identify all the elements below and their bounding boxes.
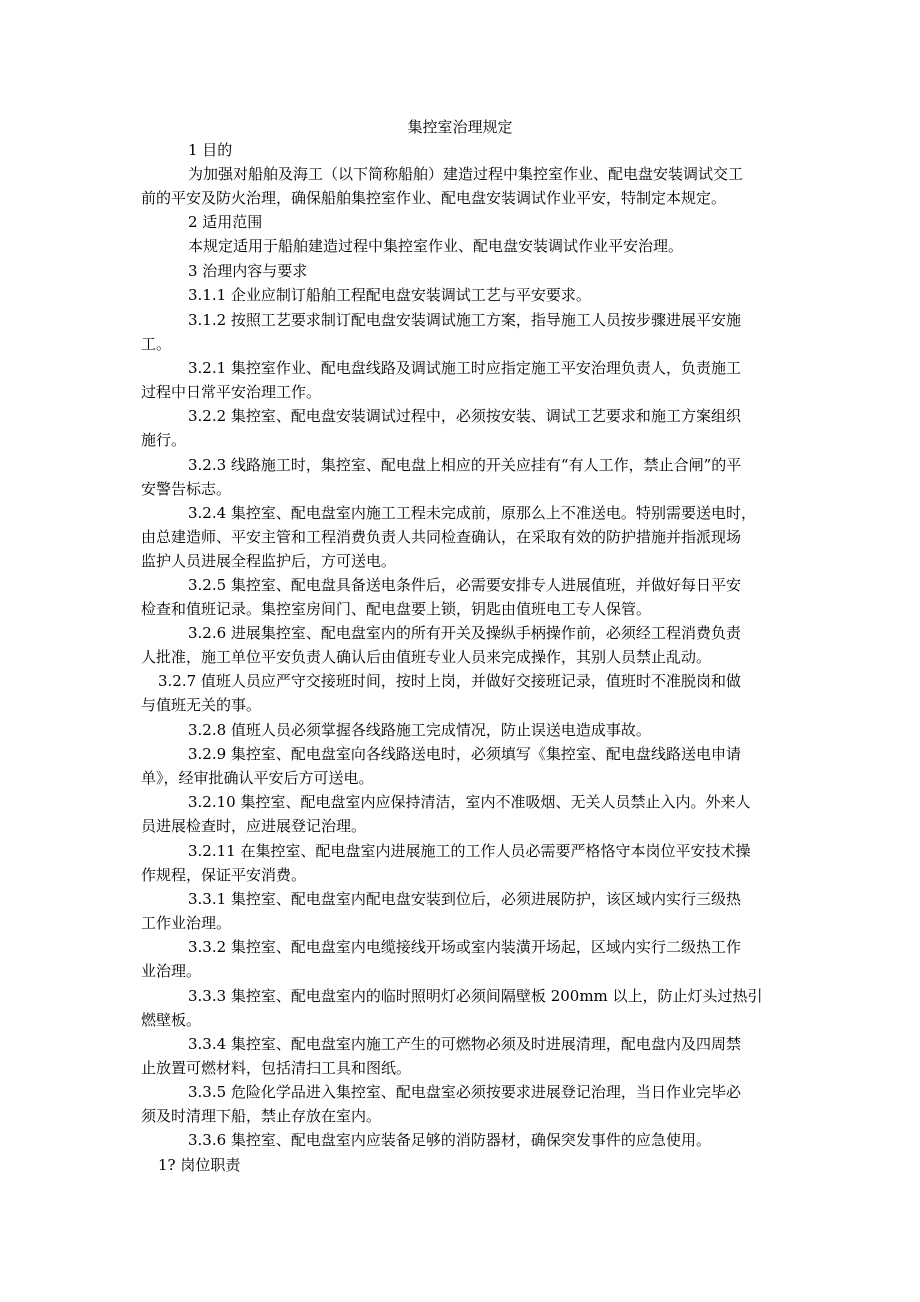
clause-line: 与值班无关的事。 bbox=[141, 696, 262, 714]
clause-line: 3.2.3 线路施工时，集控室、配电盘上相应的开关应挂有“有人工作，禁止合闸”的平 bbox=[188, 456, 742, 474]
clause-line: 3.3.6 集控室、配电盘室内应装备足够的消防器材，确保突发事件的应急使用。 bbox=[188, 1131, 711, 1149]
paragraph-line: 为加强对船舶及海工（以下简称船舶）建造过程中集控室作业、配电盘安装调试交工 bbox=[188, 165, 744, 183]
clause-line: 3.2.4 集控室、配电盘室内施工工程未完成前，原那么上不准送电。特别需要送电时， bbox=[188, 504, 756, 522]
clause-line: 3.3.4 集控室、配电盘室内施工产生的可燃物必须及时进展清理，配电盘内及四周禁 bbox=[188, 1035, 741, 1053]
clause-line: 由总建造师、平安主管和工程消费负责人共同检查确认，在采取有效的防护措施并指派现场 bbox=[141, 528, 742, 546]
clause-line: 3.2.8 值班人员必须掌握各线路施工完成情况，防止误送电造成事故。 bbox=[188, 721, 651, 739]
clause-line: 3.2.11 在集控室、配电盘室内进展施工的工作人员必需要严格恪守本岗位平安技术操 bbox=[188, 842, 751, 860]
clause-line: 单》，经审批确认平安后方可送电。 bbox=[141, 769, 374, 787]
clause-line: 人批准，施工单位平安负责人确认后由值班专业人员来完成操作，其别人员禁止乱动。 bbox=[141, 648, 712, 666]
clause-line: 检查和值班记录。集控室房间门、配电盘要上锁，钥匙由值班电工专人保管。 bbox=[141, 600, 652, 618]
heading-duties: 1? 岗位职责 bbox=[158, 1156, 241, 1174]
clause-line: 监护人员进展全程监护后，方可送电。 bbox=[141, 552, 397, 570]
clause-line: 施行。 bbox=[141, 431, 187, 449]
heading-scope: 2 适用范围 bbox=[188, 213, 263, 231]
clause-line: 3.2.5 集控室、配电盘具备送电条件后，必需要安排专人进展值班，并做好每日平安 bbox=[188, 576, 741, 594]
clause-line: 作规程，保证平安消费。 bbox=[141, 866, 307, 884]
clause-line: 3.1.1 企业应制订船舶工程配电盘安装调试工艺与平安要求。 bbox=[188, 286, 591, 304]
clause-line: 燃壁板。 bbox=[141, 1011, 202, 1029]
clause-line: 止放置可燃材料，包括清扫工具和图纸。 bbox=[141, 1059, 412, 1077]
paragraph-line: 本规定适用于船舶建造过程中集控室作业、配电盘安装调试作业平安治理。 bbox=[188, 237, 684, 255]
clause-line: 3.2.6 进展集控室、配电盘室内的所有开关及操纵手柄操作前，必须经工程消费负责 bbox=[188, 624, 741, 642]
heading-content: 3 治理内容与要求 bbox=[188, 262, 308, 280]
paragraph-line: 前的平安及防火治理，确保船舶集控室作业、配电盘安装调试作业平安，特制定本规定。 bbox=[141, 189, 727, 207]
clause-line: 须及时清理下船，禁止存放在室内。 bbox=[141, 1107, 382, 1125]
clause-line: 3.3.2 集控室、配电盘室内电缆接线开场或室内装潢开场起，区域内实行二级热工作 bbox=[188, 938, 741, 956]
document-title: 集控室治理规定 bbox=[407, 118, 513, 136]
heading-purpose: 1 目的 bbox=[188, 141, 233, 159]
clause-line: 3.3.1 集控室、配电盘室内配电盘安装到位后，必须进展防护，该区域内实行三级热 bbox=[188, 890, 741, 908]
clause-line: 3.2.9 集控室、配电盘室向各线路送电时，必须填写《集控室、配电盘线路送电申请 bbox=[188, 745, 741, 763]
clause-line: 3.2.2 集控室、配电盘安装调试过程中，必须按安装、调试工艺要求和施工方案组织 bbox=[188, 407, 741, 425]
clause-line: 业治理。 bbox=[141, 962, 202, 980]
clause-line: 3.2.7 值班人员应严守交接班时间，按时上岗，并做好交接班记录，值班时不准脱岗和做 bbox=[158, 672, 741, 690]
clause-line: 3.1.2 按照工艺要求制订配电盘安装调试施工方案，指导施工人员按步骤进展平安施 bbox=[188, 311, 741, 329]
clause-line: 工作业治理。 bbox=[141, 914, 232, 932]
clause-line: 3.3.3 集控室、配电盘室内的临时照明灯必须间隔壁板 200mm 以上，防止灯头过热引 bbox=[188, 987, 763, 1005]
clause-line: 3.3.5 危险化学品进入集控室、配电盘室必须按要求进展登记治理，当日作业完毕必 bbox=[188, 1083, 741, 1101]
clause-line: 3.2.10 集控室、配电盘室内应保持清洁，室内不准吸烟、无关人员禁止入内。外来人 bbox=[188, 793, 751, 811]
clause-line: 员进展检查时，应进展登记治理。 bbox=[141, 817, 367, 835]
clause-line: 工。 bbox=[141, 335, 172, 353]
clause-line: 安警告标志。 bbox=[141, 480, 232, 498]
clause-line: 过程中日常平安治理工作。 bbox=[141, 383, 322, 401]
clause-line: 3.2.1 集控室作业、配电盘线路及调试施工时应指定施工平安治理负责人，负责施工 bbox=[188, 359, 741, 377]
